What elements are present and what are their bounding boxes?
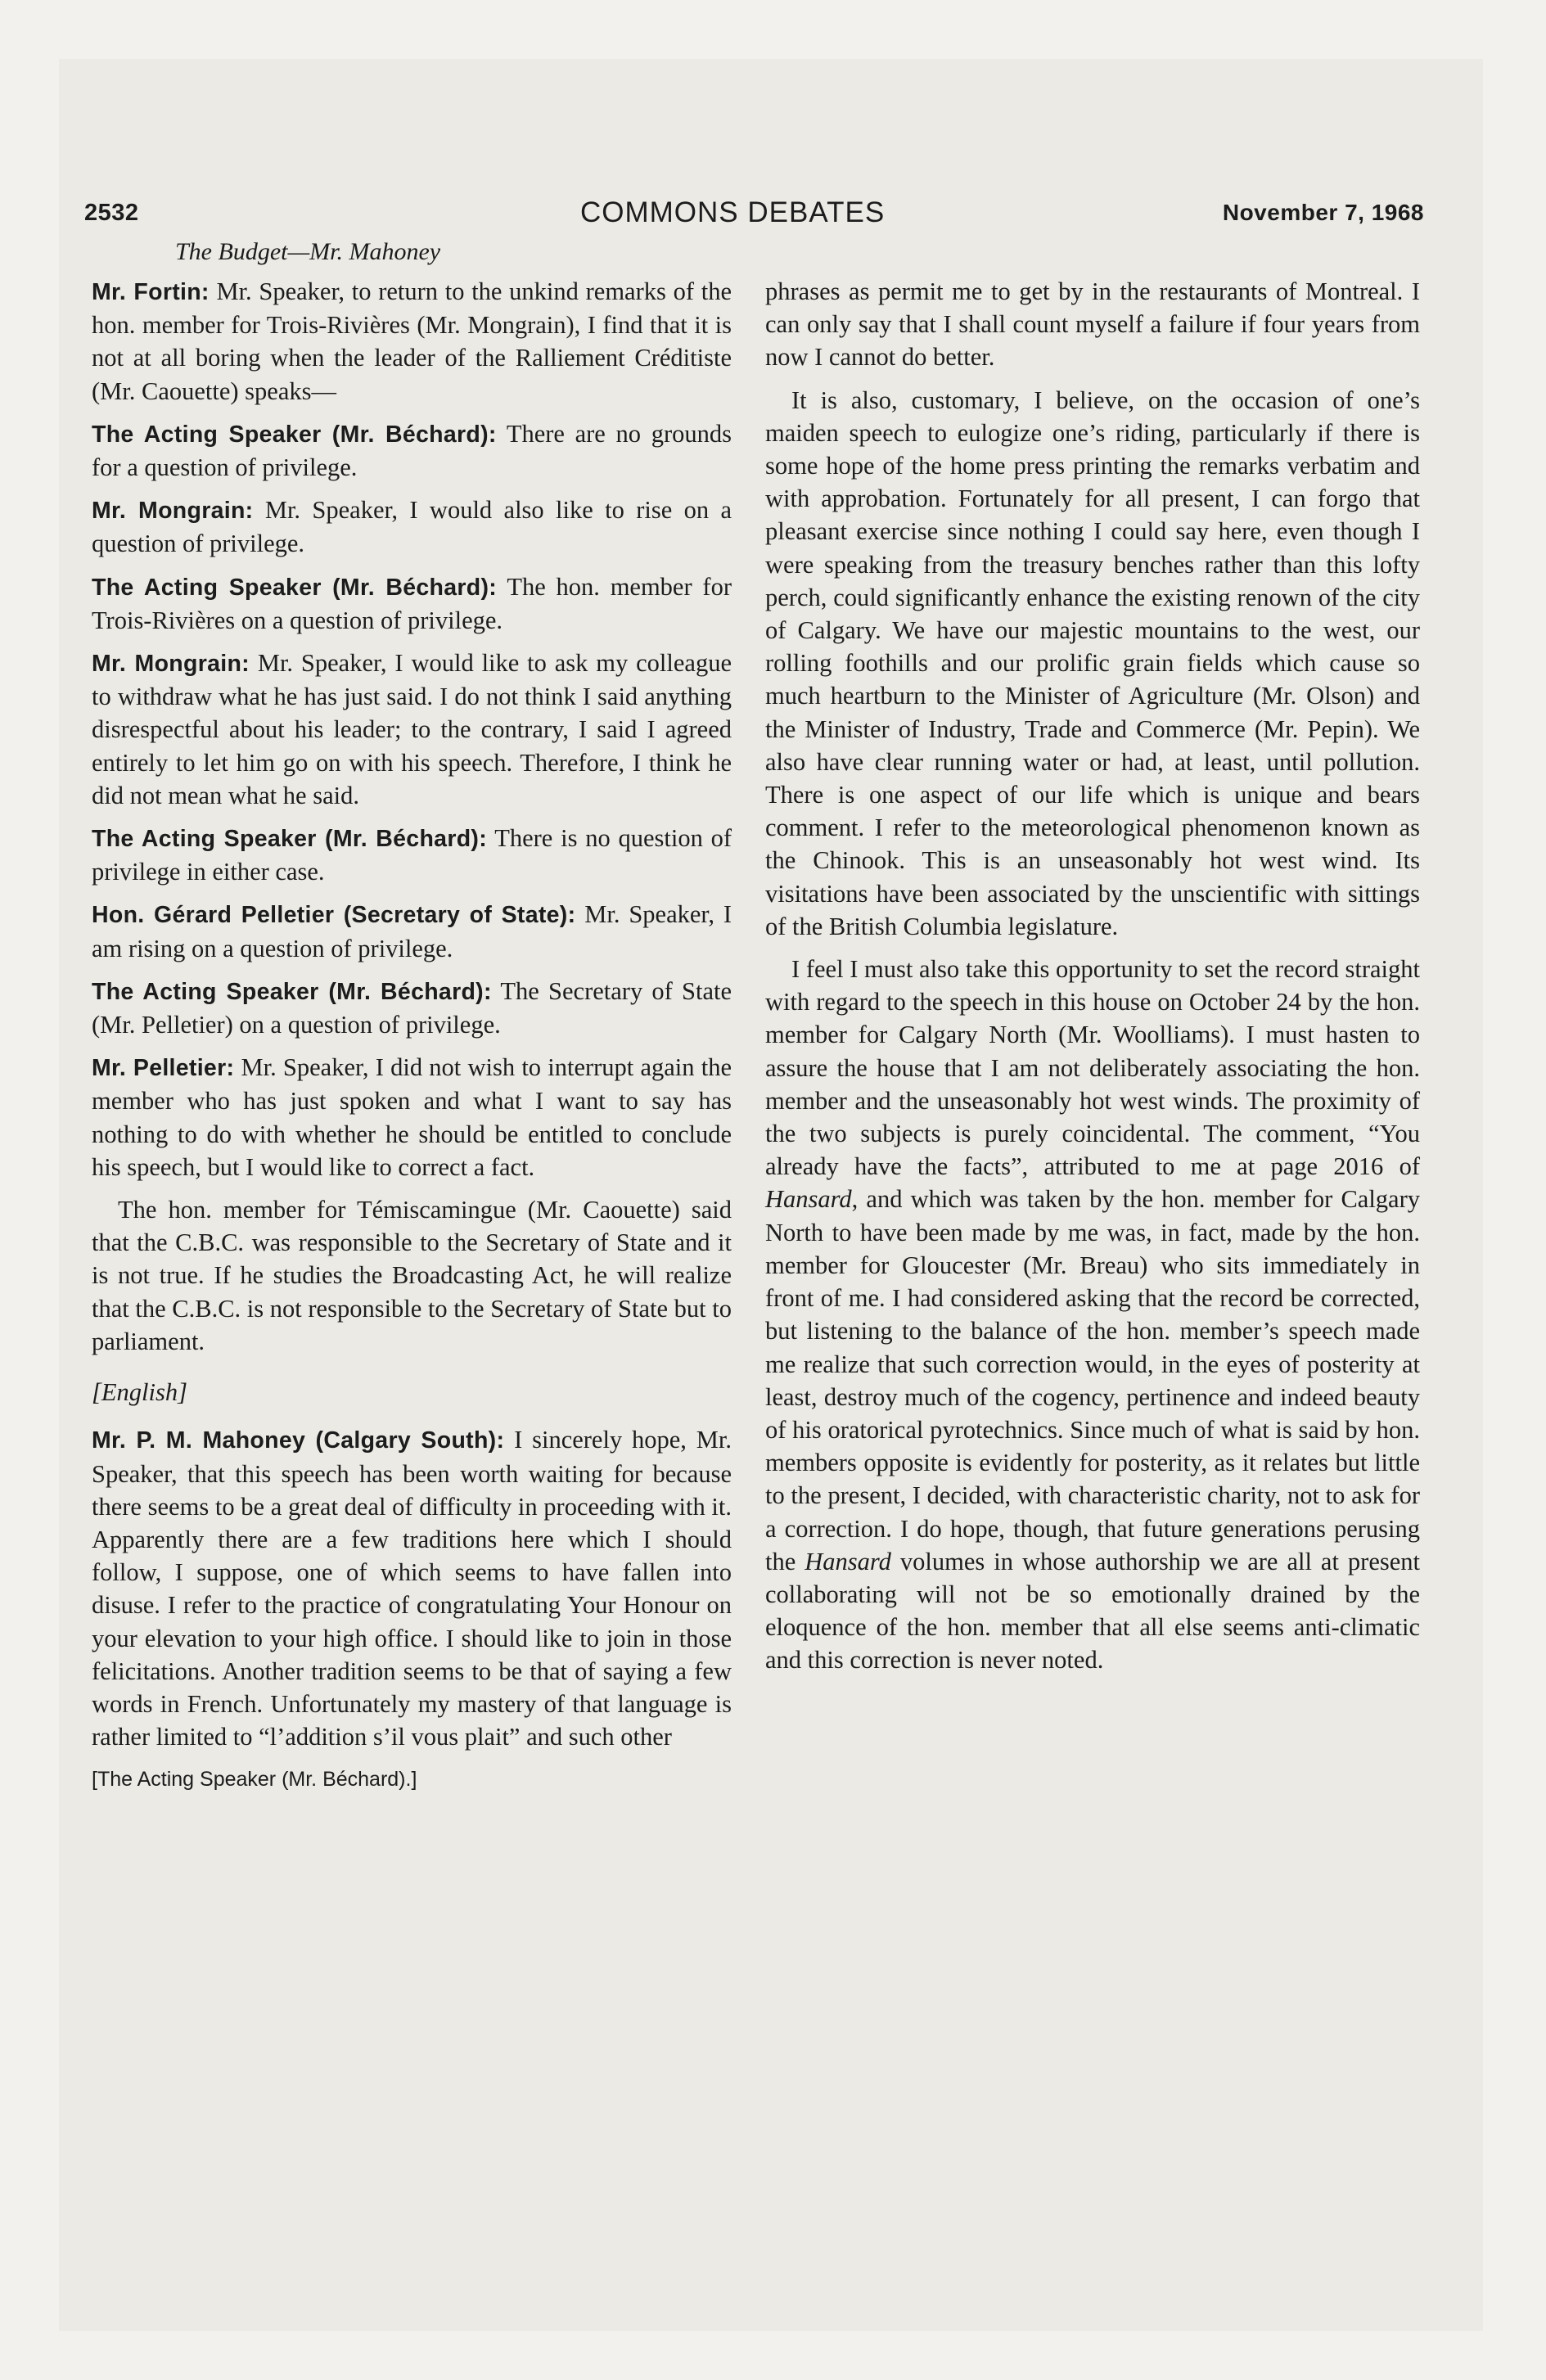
chair-note: [The Acting Speaker (Mr. Béchard).] <box>92 1768 417 1792</box>
paragraph-text: I sincerely hope, Mr. Speaker, that this speech has been worth waiting for because there seems to be a great deal of difficulty in proceeding with it. Apparently there are a few traditions here which I should follow, I suppose, one of which seems to have fallen into disuse. I refer to the practice of congratulating Your Honour on your elevation to your high office. I should like to join in those felicitations. Another tradition seems to be that of saying a few words in French. Unfortunately my mastery of that language is rather limited to “l’addition s’il vous plait” and such other <box>92 1426 732 1751</box>
paragraph-text: Mr. Speaker, to return to the unkind remarks of the hon. member for Trois-Rivières (Mr. Mongrain), I find that it is not at all boring when the leader of the Ralliement Créditiste (Mr. Caouette) speaks— <box>92 277 732 405</box>
speaker-name: The Acting Speaker (Mr. Béchard): <box>92 978 492 1005</box>
paragraph-text: The Secretary of State (Mr. Pelletier) on a question of privilege. <box>92 976 732 1039</box>
page-number: 2532 <box>84 200 139 226</box>
speaker-name: Mr. Mongrain: <box>92 651 250 678</box>
publication-title: Hansard <box>805 1547 891 1575</box>
paragraph <box>92 1423 732 1753</box>
paragraph-text: Mr. Speaker, I did not wish to interrupt again the member who has just spoken and what I want to say has nothing to do with whether he should be entitled to conclude his speech, but I would like to correct a fact. <box>92 1053 732 1181</box>
speaker-name: The Acting Speaker (Mr. Béchard): <box>92 826 487 853</box>
speaker-name: Mr. P. M. Mahoney (Calgary South): <box>92 1427 505 1454</box>
speaker-name: Hon. Gérard Pelletier (Secretary of State): <box>92 902 576 929</box>
paragraph-text: The hon. member for Témiscamingue (Mr. Caouette) said that the C.B.C. was responsible to the Secretary of State and it is not true. If he studies the Broadcasting Act, he will realize that the C.B.C. is not responsible to the Secretary of State but to parliament. <box>92 1196 732 1355</box>
paragraph-text: I feel I must also take this opportunity to set the record straight with regard to the speech in this house on October 24 by the hon. member for Calgary North (Mr. Woolliams). I must hasten to assure the house that I am not deliberately associating the hon. member and the unseasonably hot west winds. The proximity of the two subjects is purely coincidental. The comment, “You already have the facts”, attributed to me at page 2016 of <box>765 955 1420 1181</box>
paragraph-text: Mr. Speaker, I would like to ask my colleague to withdraw what he has just said. I do not think I said anything disrespectful about his leader; to the contrary, I said I agreed entirely to let him go on with his speech. Therefore, I think he did not mean what he said. <box>92 649 732 809</box>
paragraph-text: The hon. member for Trois-Rivières on a question of privilege. <box>92 572 732 634</box>
paragraph <box>92 1051 732 1183</box>
paragraph-text: Mr. Speaker, I am rising on a question of privilege. <box>92 900 732 962</box>
paragraph <box>92 822 732 888</box>
speaker-name: The Acting Speaker (Mr. Béchard): <box>92 421 497 448</box>
paragraph <box>92 898 732 964</box>
paragraph-text: volumes in whose authorship we are all at present collaborating will not be so emotionally drained by the eloquence of the hon. member that all else seems anti-climatic and this correction is never noted. <box>765 1547 1421 1675</box>
paragraph <box>765 953 1420 1676</box>
paragraph-text: There are no grounds for a question of privilege. <box>92 419 732 482</box>
paragraph-text: phrases as permit me to get by in the restaurants of Montreal. I can only say that I shall count myself a failure if four years from now I cannot do better. <box>765 277 1420 372</box>
language-note: [English] <box>92 1378 187 1407</box>
right-column <box>765 275 1420 1687</box>
issue-date: November 7, 1968 <box>1222 200 1424 225</box>
paragraph <box>92 417 732 484</box>
paragraph <box>765 384 1420 943</box>
paragraph-text: There is no question of privilege in either case. <box>92 824 732 886</box>
paragraph <box>92 494 732 560</box>
publication-title: Hansard <box>765 1185 852 1214</box>
paragraph <box>92 570 732 637</box>
left-column <box>92 275 732 1796</box>
paragraph <box>92 1193 732 1358</box>
paragraph <box>92 275 732 408</box>
speaker-name: Mr. Mongrain: <box>92 498 254 525</box>
running-head: The Budget—Mr. Mahoney <box>175 238 441 265</box>
speaker-name: Mr. Pelletier: <box>92 1055 235 1082</box>
paragraph-text: Mr. Speaker, I would also like to rise on a question of privilege. <box>92 496 732 558</box>
speaker-name: The Acting Speaker (Mr. Béchard): <box>92 574 498 601</box>
paragraph-text: It is also, customary, I believe, on the occasion of one’s maiden speech to eulogize one’s riding, particularly if there is some hope of the home press printing the remarks verbatim and with approbation. Fortunately for all present, I can forgo that pleasant exercise since nothing I could say here, even though I were speaking from the treasury benches rather than this lofty perch, could significantly enhance the existing renown of the city of Calgary. We have our majestic mountains to the west, our rolling foothills and our prolific grain fields which cause so much heartburn to the Minister of Agriculture (Mr. Olson) and the Minister of Industry, Trade and Commerce (Mr. Pepin). We also have clear running water or had, at least, until pollution. There is one aspect of our life which is unique and bears comment. I refer to the meteorological phenomenon known as the Chinook. This is an unseasonably hot west wind. Its visitations have been associated by the unscientific with sittings of the British Columbia legislature. <box>765 385 1420 940</box>
paragraph-text: , and which was taken by the hon. member for Calgary North to have been made by me was, in fact, made by the hon. member for Gloucester (Mr. Breau) who sits immediately in front of me. I had considered asking that the record be corrected, but listening to the balance of the hon. member’s speech made me realize that such correction would, in the eyes of posterity at least, destroy much of the cogency, pertinence and indeed beauty of his oratorical pyrotechnics. Since much of what is said by hon. members opposite is evidently for posterity, as it relates but little to the present, I decided, with characteristic charity, not to ask for a correction. I do hope, though, that future generations perusing the <box>765 1185 1420 1575</box>
speaker-name: Mr. Fortin: <box>92 279 210 305</box>
page-header <box>84 195 1424 236</box>
journal-title: COMMONS DEBATES <box>580 196 886 228</box>
paragraph <box>92 647 732 812</box>
paragraph <box>765 275 1420 374</box>
paragraph <box>92 975 732 1041</box>
